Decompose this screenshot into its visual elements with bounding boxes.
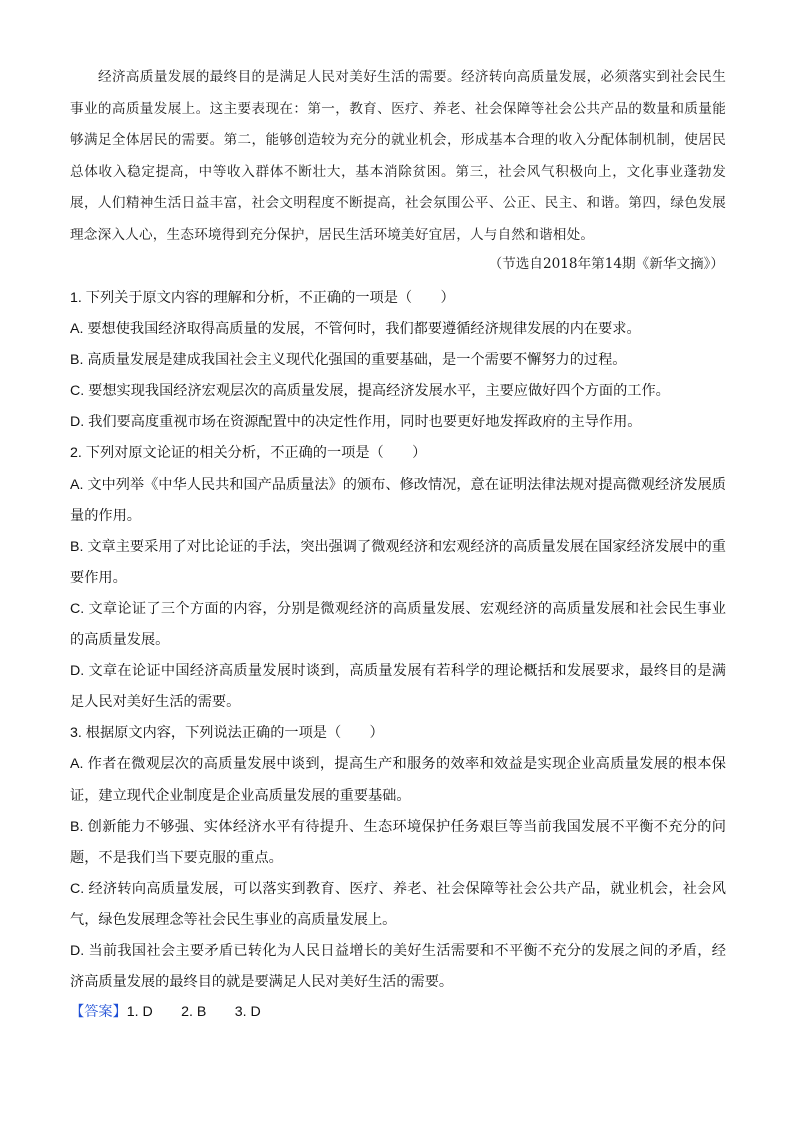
question-2-option-a: A. 文中列举《中华人民共和国产品质量法》的颁布、修改情况，意在证明法律法规对提高微观经济发展质量的作用。 (70, 476, 726, 524)
question-block (70, 283, 726, 998)
question-2-option-d: D. 文章在论证中国经济高质量发展时谈到，高质量发展有若科学的理论概括和发展要求，最终目的是满足人民对美好生活的需要。 (70, 663, 726, 711)
answer-line (70, 998, 261, 1026)
answer-text: 1. D 2. B 3. D (126, 1004, 261, 1020)
question-1-option-d: D. 我们要高度重视市场在资源配置中的决定性作用，同时也要更好地发挥政府的主导作用。 (70, 414, 642, 431)
question-3-option-b: B. 创新能力不够强、实体经济水平有待提升、生态环境保护任务艰巨等当前我国发展不平衡不充分的问题，不是我们当下要克服的重点。 (70, 818, 726, 866)
question-2-option-c: C. 文章论证了三个方面的内容，分别是微观经济的高质量发展、宏观经济的高质量发展和社会民生事业的高质量发展。 (70, 600, 726, 649)
question-3-option-c: C. 经济转向高质量发展，可以落实到教育、医疗、养老、社会保障等社会公共产品，就业机会，社会风气，绿色发展理念等社会民生事业的高质量发展上。 (70, 880, 726, 928)
question-1-stem: 1. 下列关于原文内容的理解和分析，不正确的一项是（ ） (70, 290, 455, 306)
question-3-option-d: D. 当前我国社会主要矛盾已转化为人民日益增长的美好生活需要和不平衡不充分的发展之间的矛盾，经济高质量发展的最终目的就是要满足人民对美好生活的需要。 (70, 942, 726, 991)
question-2-option-b: B. 文章主要采用了对比论证的手法，突出强调了微观经济和宏观经济的高质量发展在国家经济发展中的重要作用。 (70, 538, 726, 586)
answer-tag: 【答案】 (70, 1004, 127, 1020)
question-1-option-c: C. 要想实现我国经济宏观层次的高质量发展，提高经济发展水平，主要应做好四个方面的工作。 (70, 383, 670, 400)
question-1-option-b: B. 高质量发展是建成我国社会主义现代化强国的重要基础，是一个需要不懈努力的过程。 (70, 352, 627, 369)
question-1-option-a: A. 要想使我国经济取得高质量的发展，不管何时，我们都要遵循经济规律发展的内在要求。 (70, 321, 641, 338)
passage-source: （节选自2018年第14期《新华文摘》） (488, 256, 724, 272)
question-3-option-a: A. 作者在微观层次的高质量发展中谈到，提高生产和服务的效率和效益是实现企业高质量发展的根本保证，建立现代企业制度是企业高质量发展的重要基础。 (70, 756, 726, 804)
question-2-stem: 2. 下列对原文论证的相关分析，不正确的一项是（ ） (70, 445, 427, 462)
question-3-stem: 3. 根据原文内容，下列说法正确的一项是（ ） (70, 725, 384, 742)
passage-text: 经济高质量发展的最终目的是满足人民对美好生活的需要。经济转向高质量发展，必须落实到社会民生事业的高质量发展上。这主要表现在：第一，教育、医疗、养老、社会保障等社会公共产品的数量和质量能够满足全体居民的需要。第二，能够创造较为充分的就业机会，形成基本合理的收入分配体制机制，使居民总体收入稳定提高，中等收入群体不断壮大，基本消除贫困。第三，社会风气积极向上，文化事业蓬勃发展，人们精神生活日益丰富，社会文明程度不断提高，社会氛围公平、公正、民主、和谐。第四，绿色发展理念深入人心，生态环境得到充分保护，居民生活环境美好宜居，人与自然和谐相处。 (70, 69, 726, 243)
